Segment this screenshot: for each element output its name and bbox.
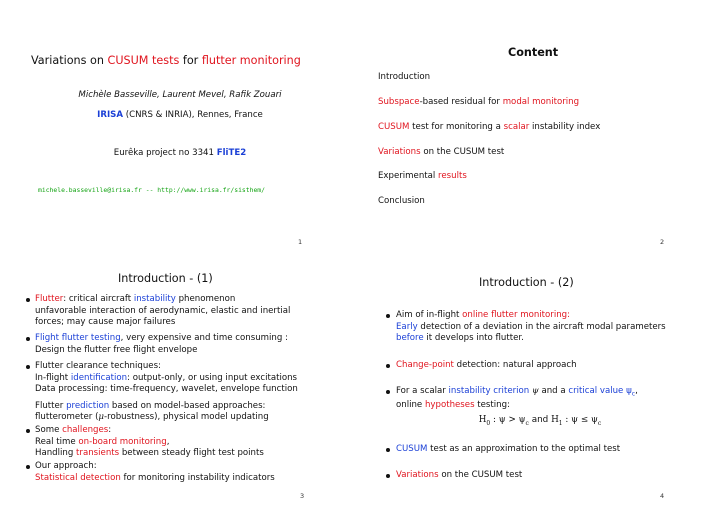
hypotheses-formula: $H_0$ : $\psi > \psi_c$ and $H_1$ : $\psi \le \psi_c$ <box>478 415 602 427</box>
bullet-variations: Variations on the CUSUM test <box>396 470 523 480</box>
bullet-dot <box>26 465 30 469</box>
slide2-title: Content <box>508 46 559 59</box>
bullet-dot <box>386 474 390 478</box>
slide1-contact: michele.basseville@irisa.fr -- http://www.irisa.fr/sisthem/ <box>38 186 266 194</box>
bullet-dot <box>26 429 30 433</box>
bullet-dot <box>386 364 390 368</box>
bullet-flight-testing: Flight flutter testing, very expensive and time consuming : Design the flutter free flight envelope <box>35 333 288 355</box>
bullet-flutter: Flutter: critical aircraft instability phenomenon unfavorable interaction of aerodynamic, elastic and inertial forces; may cause major failures <box>35 294 291 327</box>
content-item-subspace: Subspace-based residual for modal monitoring <box>378 97 580 107</box>
bullet-challenges: Some challenges: Real time on-board monitoring, Handling transients between steady flight test points <box>35 425 264 458</box>
slide-3 <box>0 255 360 509</box>
bullet-clearance: Flutter clearance techniques: In-flight identification: output-only, or using input excitations Data processing: time-frequency, wavelet, envelope function Flutter prediction based on model-based approaches: flutterometer (μ-robustness), physical model updating <box>35 361 298 422</box>
slide1-page-number: 1 <box>298 238 303 246</box>
bullet-change-point: Change-point detection: natural approach <box>396 360 577 370</box>
bullet-dot <box>386 390 390 394</box>
content-item-variations: Variations on the CUSUM test <box>378 147 505 157</box>
slide2-page-number: 2 <box>660 238 665 246</box>
content-item-experimental: Experimental results <box>378 171 467 181</box>
bullet-scalar-criterion: For a scalar instability criterion ψ and a critical value $\psi_c$, online hypotheses testing: <box>396 386 638 411</box>
bullet-dot <box>386 448 390 452</box>
slide1-authors: Michèle Basseville, Laurent Mevel, Rafik Zouari <box>78 90 282 100</box>
content-item-introduction: Introduction <box>378 72 431 82</box>
slide3-title: Introduction - (1) <box>118 272 213 285</box>
bullet-dot <box>26 365 30 369</box>
content-item-conclusion: Conclusion <box>378 196 425 206</box>
bullet-cusum: CUSUM test as an approximation to the optimal test <box>396 444 621 454</box>
slide1-affiliation: IRISA (CNRS & INRIA), Rennes, France <box>97 110 263 120</box>
slide-1 <box>0 0 360 254</box>
bullet-dot <box>26 298 30 302</box>
slide4-page-number: 4 <box>660 492 665 500</box>
content-item-cusum: CUSUM test for monitoring a scalar instability index <box>378 122 601 132</box>
slide1-project: Eurêka project no 3341 FliTE2 <box>113 148 247 158</box>
bullet-dot <box>386 314 390 318</box>
slide1-title: Variations on CUSUM tests for flutter monitoring <box>31 54 301 67</box>
slide-2 <box>360 0 720 254</box>
slide3-page-number: 3 <box>300 492 305 500</box>
bullet-approach: Our approach: Statistical detection for monitoring instability indicators <box>35 461 275 483</box>
slide4-title: Introduction - (2) <box>479 276 574 289</box>
bullet-dot <box>26 337 30 341</box>
bullet-aim: Aim of in-flight online flutter monitoring: Early detection of a deviation in the aircraft modal parameters before it develops into flutter. <box>396 310 666 343</box>
slide-4 <box>360 255 720 509</box>
